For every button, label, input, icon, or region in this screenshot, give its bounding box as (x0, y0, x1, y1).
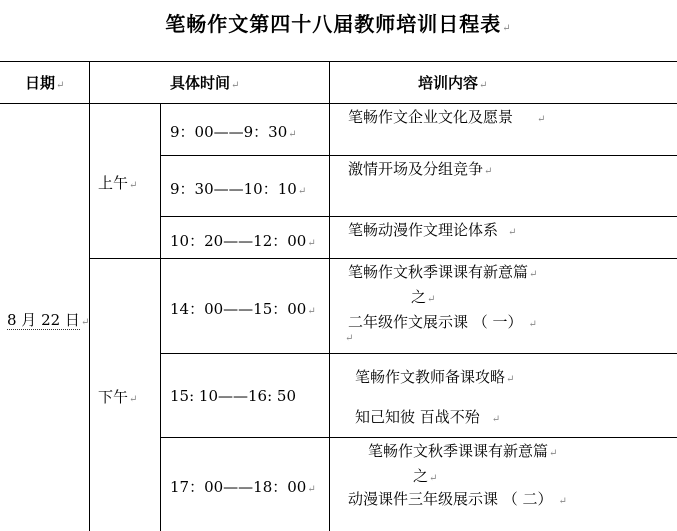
schedule-time: 9：00——9：30↵ (170, 123, 297, 141)
schedule-content: 笔畅动漫作文理论体系 ↵ (348, 221, 517, 239)
schedule-content-connector: 之↵ (413, 467, 438, 485)
period-morning: 上午↵ (98, 174, 138, 192)
schedule-content: 笔畅作文秋季课课有新意篇↵ (368, 442, 558, 460)
schedule-content: 知己知彼 百战不殆 ↵ (355, 408, 501, 426)
schedule-time: 15: 10——16: 50 (170, 387, 296, 405)
date-cell: 8 月 22 日↵ (7, 311, 90, 329)
schedule-content: 激情开场及分组竞争↵ (348, 160, 493, 178)
schedule-time: 17：00——18：00↵ (170, 478, 316, 496)
header-time: 具体时间↵ (170, 74, 240, 92)
schedule-content: 二年级作文展示课 （ 一） ↵ (348, 313, 537, 331)
schedule-time: 10：20——12：00↵ (170, 232, 316, 250)
schedule-content: 笔畅作文秋季课课有新意篇↵ (348, 263, 538, 281)
schedule-content: 笔畅作文企业文化及愿景 ↵ (348, 108, 546, 126)
page-title: 笔畅作文第四十八届教师培训日程表↵ (165, 12, 512, 36)
header-date: 日期↵ (25, 74, 65, 92)
paragraph-mark: ↵ (345, 333, 354, 344)
schedule-content-connector: 之↵ (411, 288, 436, 306)
schedule-time: 14：00——15：00↵ (170, 300, 316, 318)
schedule-content: 动漫课件三年级展示课 （ 二） ↵ (348, 490, 567, 508)
header-content: 培训内容↵ (418, 74, 488, 92)
schedule-content: 笔畅作文教师备课攻略↵ (355, 368, 515, 386)
paragraph-mark: ↵ (502, 23, 512, 34)
schedule-time: 9：30——10：10↵ (170, 180, 307, 198)
period-afternoon: 下午↵ (98, 388, 138, 406)
